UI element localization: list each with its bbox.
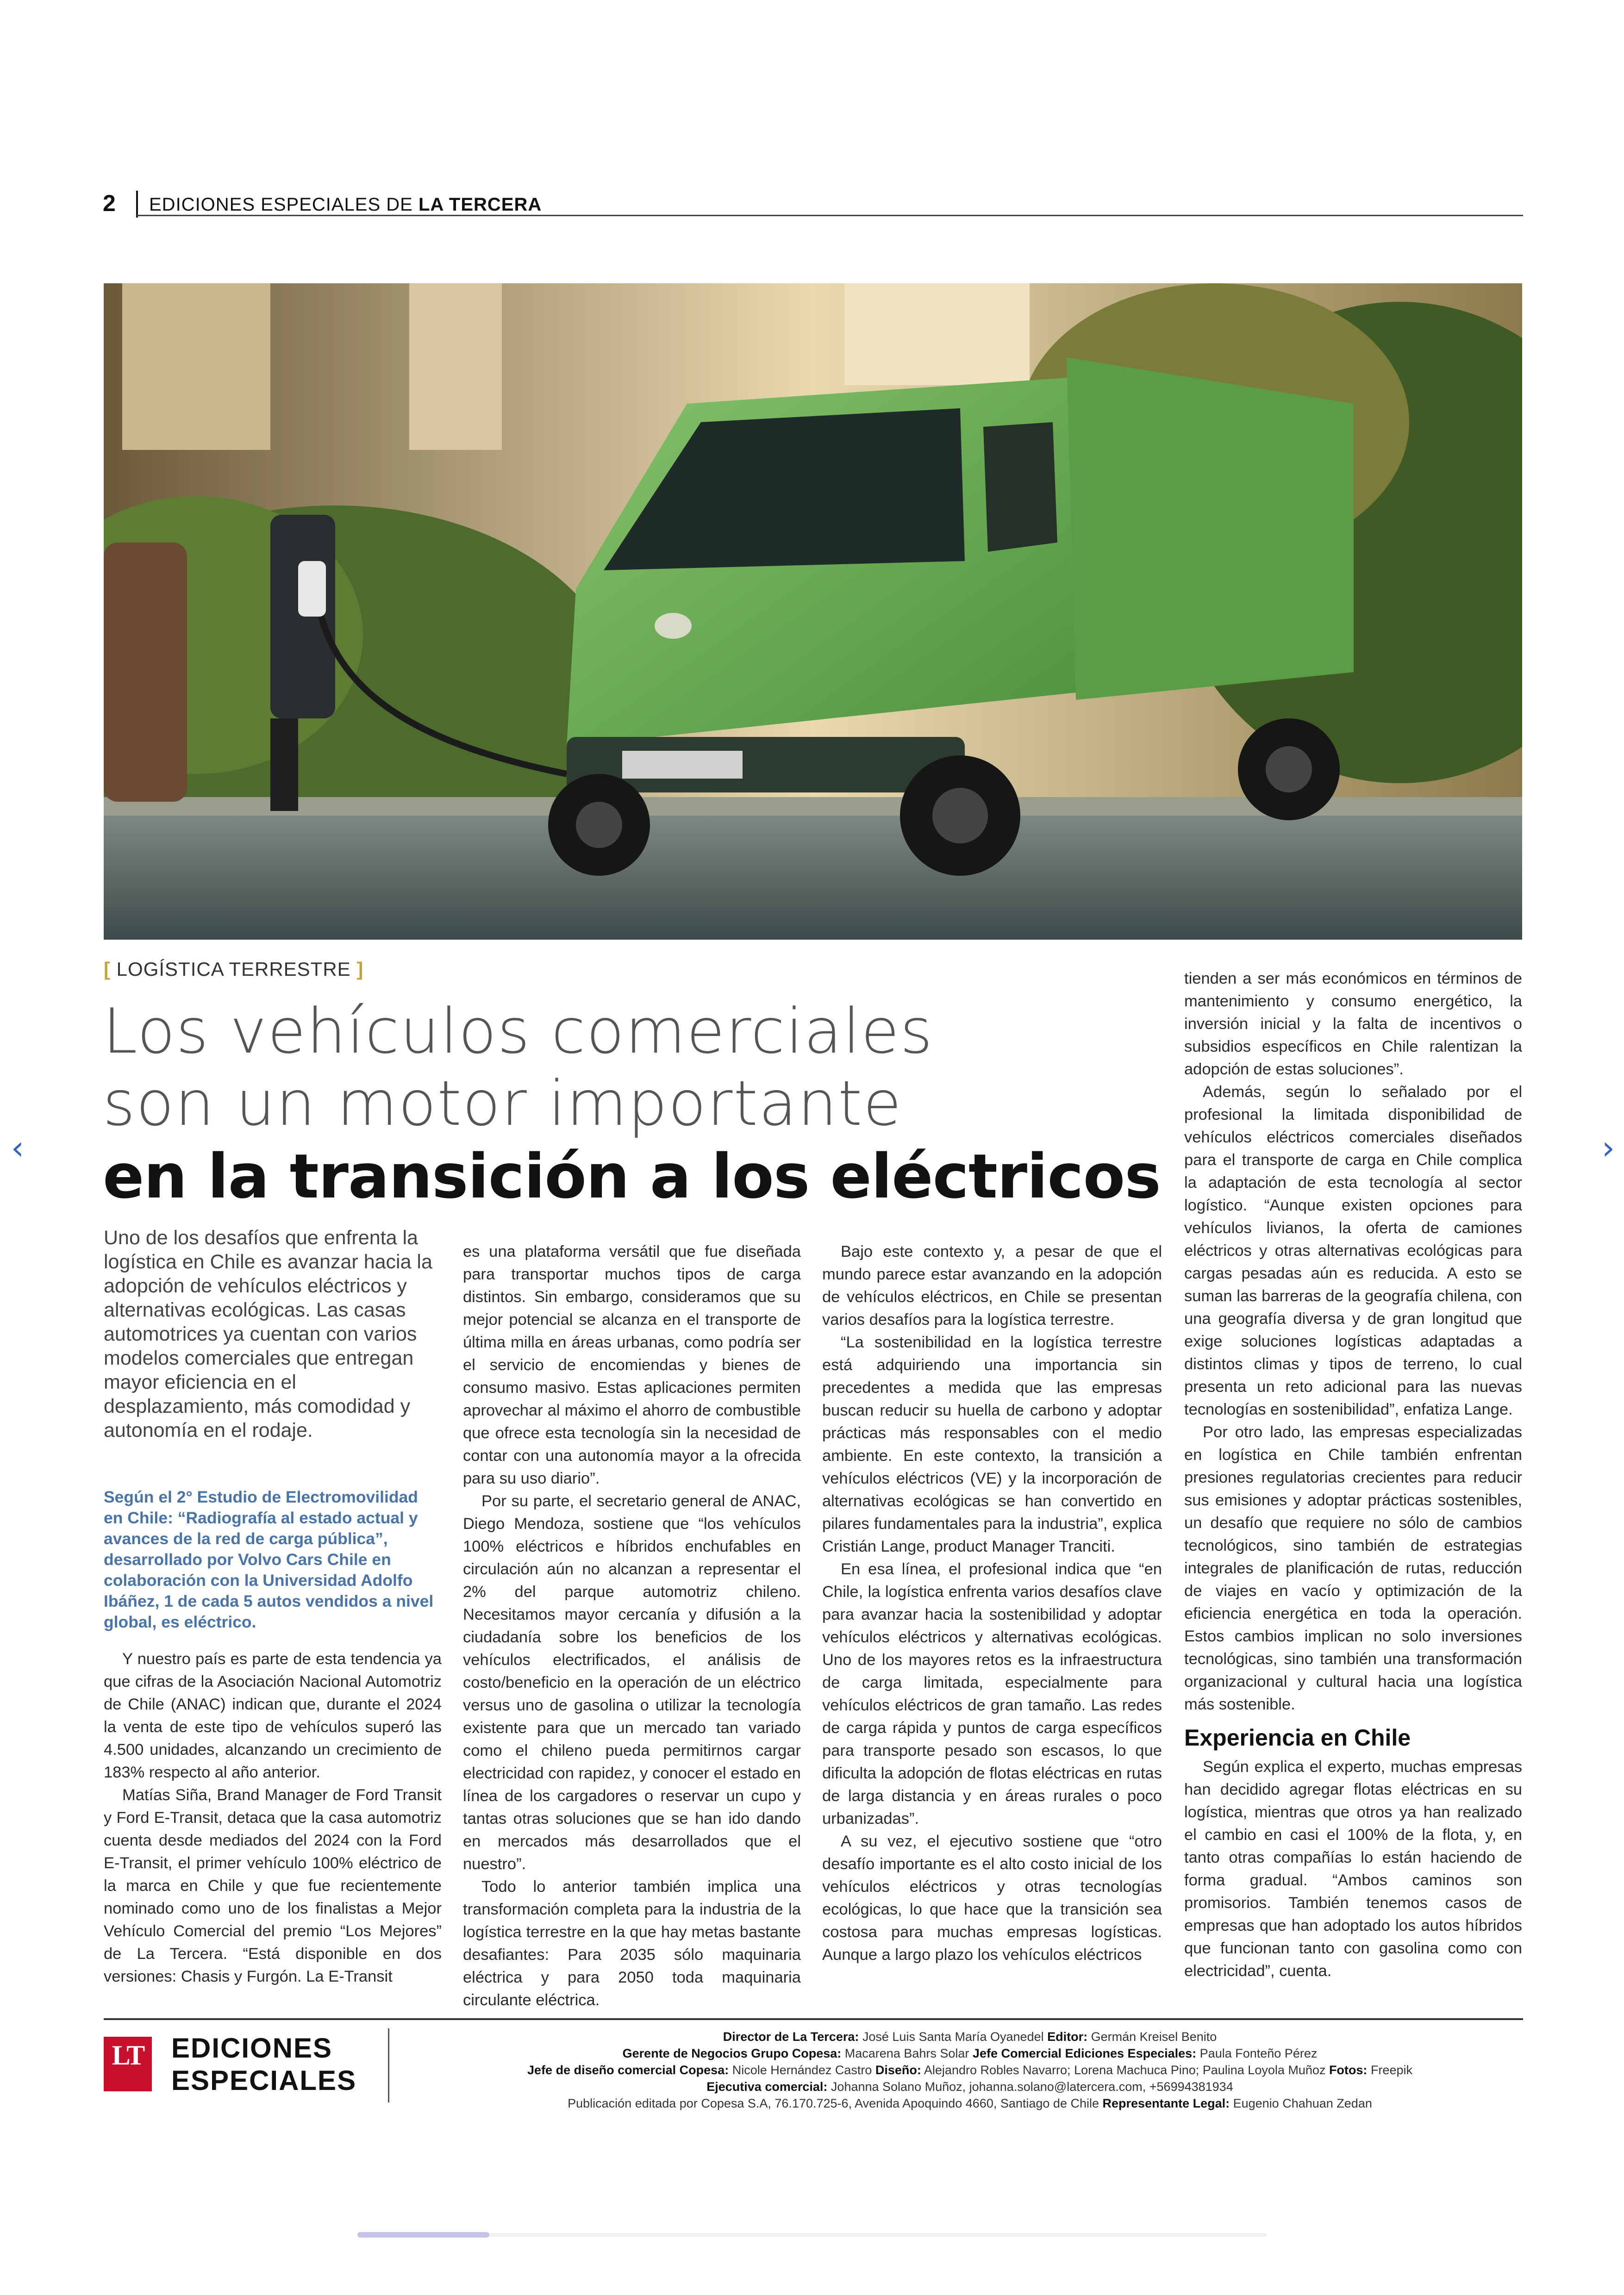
paragraph: es una plataforma versátil que fue diseñada para transportar muchos tipos de carga distintos. Sin embargo, consideramos que su mejor potencial se alcanza en el transporte de última milla en áreas urbanas, como podría ser el servicio de encomiendas y bienes de consumo masivo. Estas aplicaciones permiten aprovechar al máximo el ahorro de combustible que ofrece esta tecnología sin la necesidad de contar con una autonomía mayor a la ofrecida para su uso diario”. <box>463 1243 801 1487</box>
paragraph: Y nuestro país es parte de esta tendencia ya que cifras de la Asociación Nacional Automotriz de Chile (ANAC) indican que, durante el 2024 la venta de este tipo de vehículos superó las 4.500 unidades, alcanzando un crecimiento de 183% respecto al año anterior. <box>104 1650 442 1781</box>
lede-paragraph: Uno de los desafíos que enfrenta la logística en Chile es avanzar hacia la adopción de vehículos eléctricos y alternativas ecológicas. Las casas automotrices ya cuentan con varios modelos comerciales que entregan mayor eficiencia en el desplazamiento, más comodidad y autonomía en el rodaje. <box>104 1227 432 1441</box>
paragraph: Por otro lado, las empresas especializadas en logística en Chile también enfrentan presiones regulatorias crecientes para reducir sus emisiones y adoptar prácticas sostenibles, un desafío que requiere no sólo de cambios tecnológicos, sino también de estrategias integrales de planificación de rutas, reducción de viajes en vacío y optimización de la eficiencia energética en toda la operación. Estos cambios implican no solo inversiones tecnológicas, sino también una transformación organizacional y cultural hacia una logística más sostenible. <box>1184 1423 1522 1713</box>
credits-line-5: Publicación editada por Copesa S.A, 76.170.725-6, Avenida Apoquindo 4660, Santiago de Chile Representante Legal: Eugenio Chahuan Zedan <box>568 2096 1372 2110</box>
paragraph: “La sostenibilidad en la logística terrestre está adquiriendo una importancia sin precedentes a medida que las empresas buscan reducir su huella de carbono y adoptar prácticas más responsables con el medio ambiente. En este contexto, la transición a vehículos eléctricos (VE) y la incorporación de alternativas ecológicas se han convertido en pilares fundamentales para la industria”, explica Cristián Lange, product Manager Tranciti. <box>822 1334 1162 1555</box>
article-column-4 <box>1184 967 1522 1983</box>
article-column-3 <box>822 1241 1162 1966</box>
paragraph: Todo lo anterior también implica una transformación completa para la industria de la logística terrestre en la que hay metas bastante desafiantes: Para 2035 sólo maquinaria eléctrica y para 2050 toda maquinaria circulante eléctrica. <box>463 1878 801 2009</box>
credits-line-4: Ejecutiva comercial: Johanna Solano Muñoz, johanna.solano@latercera.com, +56994381934 <box>706 2080 1233 2094</box>
ediciones-especiales-logo <box>171 2032 356 2097</box>
logo-letters: LT <box>112 2040 144 2070</box>
paragraph: Según explica el experto, muchas empresas han decidido agregar flotas eléctricas en su logística, mientras que otros ya han realizado el cambio en casi el 100% de la flota, y, en tanto otras compañías lo están haciendo de forma gradual. “Ambos caminos son promisorios. También tenemos casos de empresas que han adoptado los autos híbridos que funcionan tanto con gasolina como con electricidad”, cuenta. <box>1184 1758 1522 1980</box>
scrollbar-thumb[interactable] <box>357 2232 489 2238</box>
ediciones-line-2: ESPECIALES <box>171 2065 357 2096</box>
running-header <box>149 194 542 215</box>
section-tag-label: LOGÍSTICA TERRESTRE <box>116 958 351 980</box>
electric-van-charging-illustration <box>104 283 1522 940</box>
paragraph: Además, según lo señalado por el profesional la limitada disponibilidad de vehículos eléctricos comerciales diseñados para el transporte de carga en Chile complica la adaptación de esta tecnología al sector logístico. “Aunque existen opciones para vehículos livianos, la oferta de camiones eléctricos y otras alternativas ecológicas para cargas pesadas aún es reducida. A esto se suman las barreras de la geografía chilena, con una geografía diversa y de gran longitud que exige soluciones logísticas adaptadas a distintos climas y tipos de terreno, lo cual presenta un reto adicional para las nuevas tecnologías en sostenibilidad”, enfatiza Lange. <box>1184 1083 1522 1418</box>
paragraph: Matías Siña, Brand Manager de Ford Transit y Ford E-Transit, detaca que la casa automotriz cuenta desde mediados del 2024 con la Ford E-Transit, el primer vehículo 100% eléctrico de la marca en Chile y que fue recientemente nominado como uno de los finalistas a Mejor Vehículo Comercial del premio “Los Mejores” de La Tercera. “Está disponible en dos versiones: Chasis y Furgón. La E-Transit <box>104 1786 442 1985</box>
section-tag <box>104 958 363 980</box>
paragraph: Bajo este contexto y, a pesar de que el mundo parece estar avanzando en la adopción de vehículos eléctricos, en Chile se presentan varios desafíos para la logística terrestre. <box>822 1243 1162 1328</box>
article-column-2 <box>463 1241 801 2012</box>
header-brand: LA TERCERA <box>418 194 542 215</box>
logo-caption: LA TERCERA <box>108 2084 147 2091</box>
header-separator <box>136 191 138 218</box>
paragraph: tienden a ser más económicos en términos de mantenimiento y consumo energético, la inversión inicial y la falta de incentivos o subsidios específicos en Chile ralentizan la adopción de estas soluciones”. <box>1184 970 1522 1078</box>
headline-line-2: son un motor importante <box>103 1067 902 1140</box>
section-tag-open-bracket: [ <box>104 958 111 980</box>
ediciones-line-1: EDICIONES <box>171 2033 333 2064</box>
credits-line-2: Gerente de Negocios Grupo Copesa: Macarena Bahrs Solar Jefe Comercial Ediciones Especiales: Paula Fonteño Pérez <box>622 2046 1318 2060</box>
chevron-left-icon[interactable]: ‹ <box>11 1129 24 1167</box>
header-section-prefix: EDICIONES ESPECIALES DE <box>149 194 418 215</box>
paragraph: A su vez, el ejecutivo sostiene que “otro desafío importante es el alto costo inicial de los vehículos eléctricos y otras tecnologías ecológicas, lo que hace que la transición sea costosa para muchas empresas logísticas. Aunque a largo plazo los vehículos eléctricos <box>822 1833 1162 1964</box>
highlight-paragraph: Según el 2° Estudio de Electromovilidad en Chile: “Radiografía al estado actual y avances de la red de carga pública”, desarrollado por Volvo Cars Chile en colaboración con la Universidad Adolfo Ibáñez, 1 de cada 5 autos vendidos a nivel global, es eléctrico. <box>104 1488 434 1631</box>
subheading: Experiencia en Chile <box>1184 1725 1411 1751</box>
hero-image <box>104 283 1522 940</box>
headline-line-3: en la transición a los eléctricos <box>103 1141 1161 1212</box>
article-column-1 <box>104 1648 442 1988</box>
scrollbar-track[interactable] <box>357 2233 1267 2237</box>
paragraph: En esa línea, el profesional indica que “en Chile, la logística enfrenta varios desafíos clave para avanzar hacia la sostenibilidad y adoptar vehículos eléctricos y alternativas ecológicas. Uno de los mayores retos es la infraestructura de carga limitada, especialmente para vehículos eléctricos de gran tamaño. Las redes de carga rápida y puntos de carga específicos para transporte pesado son escasos, lo que dificulta la adopción de flotas eléctricas en rutas de larga distancia y en áreas rurales o poco urbanizadas”. <box>822 1560 1162 1827</box>
footer-rule <box>104 2018 1523 2020</box>
headline <box>103 995 1168 1214</box>
page-number: 2 <box>103 190 116 216</box>
footer-divider <box>388 2028 389 2102</box>
credits-line-3: Jefe de diseño comercial Copesa: Nicole Hernández Castro Diseño: Alejandro Robles Navarro; Lorena Machuca Pino; Paulina Loyola Muñoz Fotos: Freepik <box>527 2063 1412 2077</box>
la-tercera-logo <box>104 2037 152 2091</box>
section-tag-close-bracket: ] <box>356 958 364 980</box>
paragraph: Por su parte, el secretario general de ANAC, Diego Mendoza, sostiene que “los vehículos 100% eléctricos e híbridos enchufables en circulación aún no alcanzan a representar el 2% del parque automotriz chileno. Necesitamos mayor cercanía y difusión a la ciudadanía sobre los beneficios de los vehículos electrificados, el análisis de costo/beneficio en la operación de un eléctrico versus uno de gasolina o utilizar la tecnología existente para que un mercado tan variado como el chileno pueda permitirnos cargar electricidad con rapidez, y conocer el estado en línea de los cargadores o reservar un cupo y tantas otras soluciones que se han ido dando en mercados más desarrollados que el nuestro”. <box>463 1492 801 1873</box>
chevron-right-icon[interactable]: › <box>1602 1129 1615 1167</box>
header-rule <box>137 215 1523 216</box>
credits-block <box>417 2028 1523 2112</box>
headline-line-1: Los vehículos comerciales <box>103 995 934 1067</box>
credits-line-1: Director de La Tercera: José Luis Santa María Oyanedel Editor: Germán Kreisel Benito <box>723 2030 1217 2044</box>
